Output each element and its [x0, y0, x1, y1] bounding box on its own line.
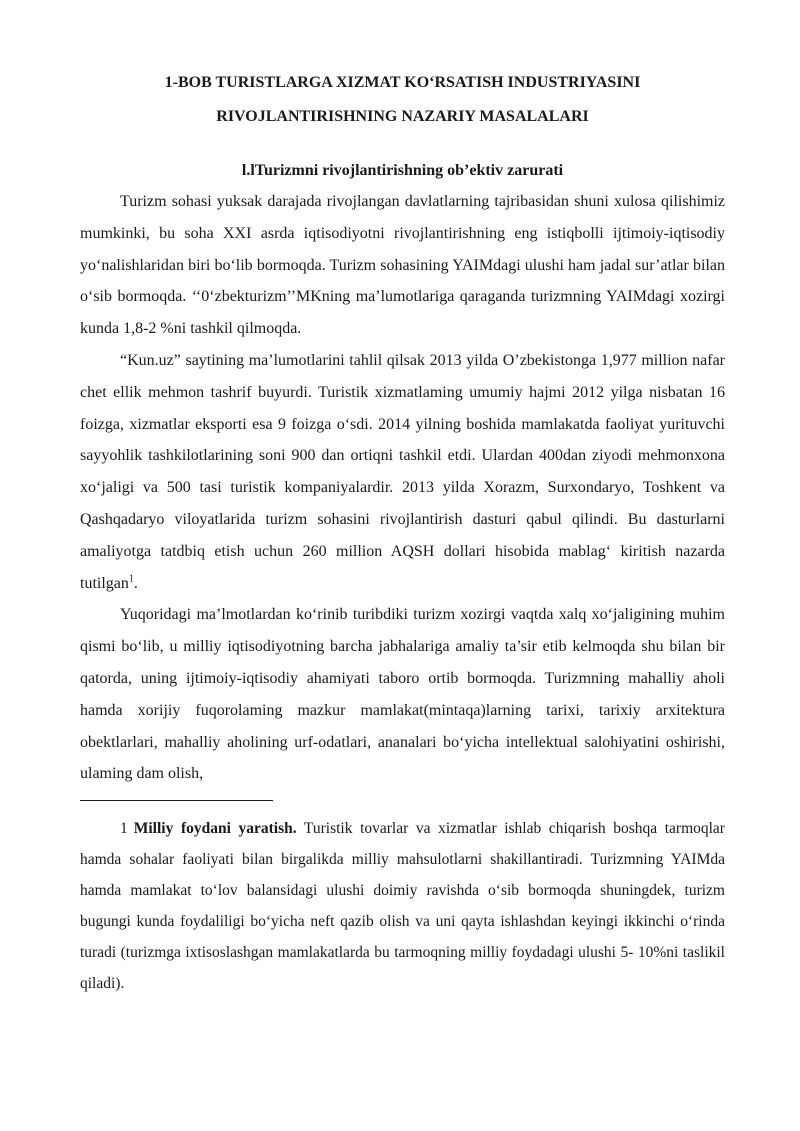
paragraph-1: Turizm sohasi yuksak darajada rivojlangan davlatlarning tajribasidan shuni xulosa qilishimiz mumkinki, bu soha XXI asrda iqtisodiyotni rivojlantirishning eng istiqbolli ijtimoiy-iqtisodiy yo‘nalishlaridan biri bo‘lib bormoqda. Turizm sohasining YAIMdagi ulushi ham jadal sur’atlar bilan o‘sib bormoqda. ‘‘0‘zbekturizm’’MKning ma’lumotlariga qaraganda turizmning YAIMdagi xozirgi kunda 1,8-2 %ni tashkil qilmoqda.: [80, 193, 725, 338]
section-title: l.lTurizmni rivojlantirishning ob’ektiv zarurati: [241, 162, 564, 179]
footnote: [80, 813, 725, 999]
chapter-title: [80, 66, 725, 134]
footnote-heading: Milliy foydani yaratish.: [133, 820, 297, 838]
paragraph-2: [80, 345, 725, 599]
chapter-title-line-1: 1-BOB TURISTLARGA XIZMAT KO‘RSATISH INDUSTRIYASINI: [164, 74, 641, 91]
footnote-divider: [80, 800, 273, 801]
paragraph-3: Yuqoridagi ma’lmotlardan ko‘rinib turibdiki turizm xozirgi vaqtda xalq xo‘jaligining muhim qismi bo‘lib, u milliy iqtisodiyotning barcha jabhalariga amaliy ta’sir etib kelmoqda shu bilan bir qatorda, uning ijtimoiy-iqtisodiy ahamiyati taboro ortib bormoqda. Turizmning mahalliy aholi hamda xorijiy fuqorolaming mazkur mamlakat(mintaqa)larning tarixi, tarixiy arxitektura obektlarlari, mahalliy aholining urf-odatlari, ananalari bo‘yicha intellektual salohiyatini oshirishi, ulaming dam olish,: [80, 606, 725, 783]
document-page: [80, 66, 725, 999]
footnote-number: 1: [120, 820, 128, 838]
paragraph-2-text: “Kun.uz” saytining ma’lumotlarini tahlil qilsak 2013 yilda O’zbekistonga 1,977 million nafar chet ellik mehmon tashrif buyurdi. Turistik xizmatlaming umumiy hajmi 2012 yilga nisbatan 16 foizga, xizmatlar eksporti esa 9 foizga o‘sdi. 2014 yilning boshida mamlakatda faoliyat yurituvchi sayyohlik tashkilotlarining soni 900 dan ortiqni tashkil etdi. Ulardan 400dan ziyodi mehmonxona xo‘jaligi va 500 tasi turistik kompaniyalardir. 2013 yilda Xorazm, Surxondaryo, Toshkent va Qashqadaryo viloyatlarida turizm sohasini rivojlantirish dasturi qabul qilindi. Bu dasturlarni amaliyotga tatdbiq etish uchun 260 million AQSH dollari hisobida mablag‘ kiritish nazarda tutilgan: [80, 351, 725, 592]
footnote-text: Turistik tovarlar va xizmatlar ishlab chiqarish boshqa tarmoqlar hamda sohalar faoliyati bilan birgalikda milliy mahsulotlarni shakillantiradi. Turizmning YAIMda hamda mamlakat to‘lov balansidagi ulushi doimiy ravishda o‘sib bormoqda shuningdek, turizm bugungi kunda foydaliligi bo‘yicha neft qazib olish va uni qayta ishlashdan keyingi ikkinchi o‘rinda turadi (turizmga ixtisoslashgan mamlakatlarda bu tarmoqning milliy foydadagi ulushi 5- 10%ni taslikil qiladi).: [80, 820, 725, 993]
footnote-reference[interactable]: 1: [128, 573, 134, 585]
paragraph-2-end: .: [133, 574, 138, 592]
chapter-title-line-2: RIVOJLANTIRISHNING NAZARIY MASALALARI: [216, 108, 589, 125]
